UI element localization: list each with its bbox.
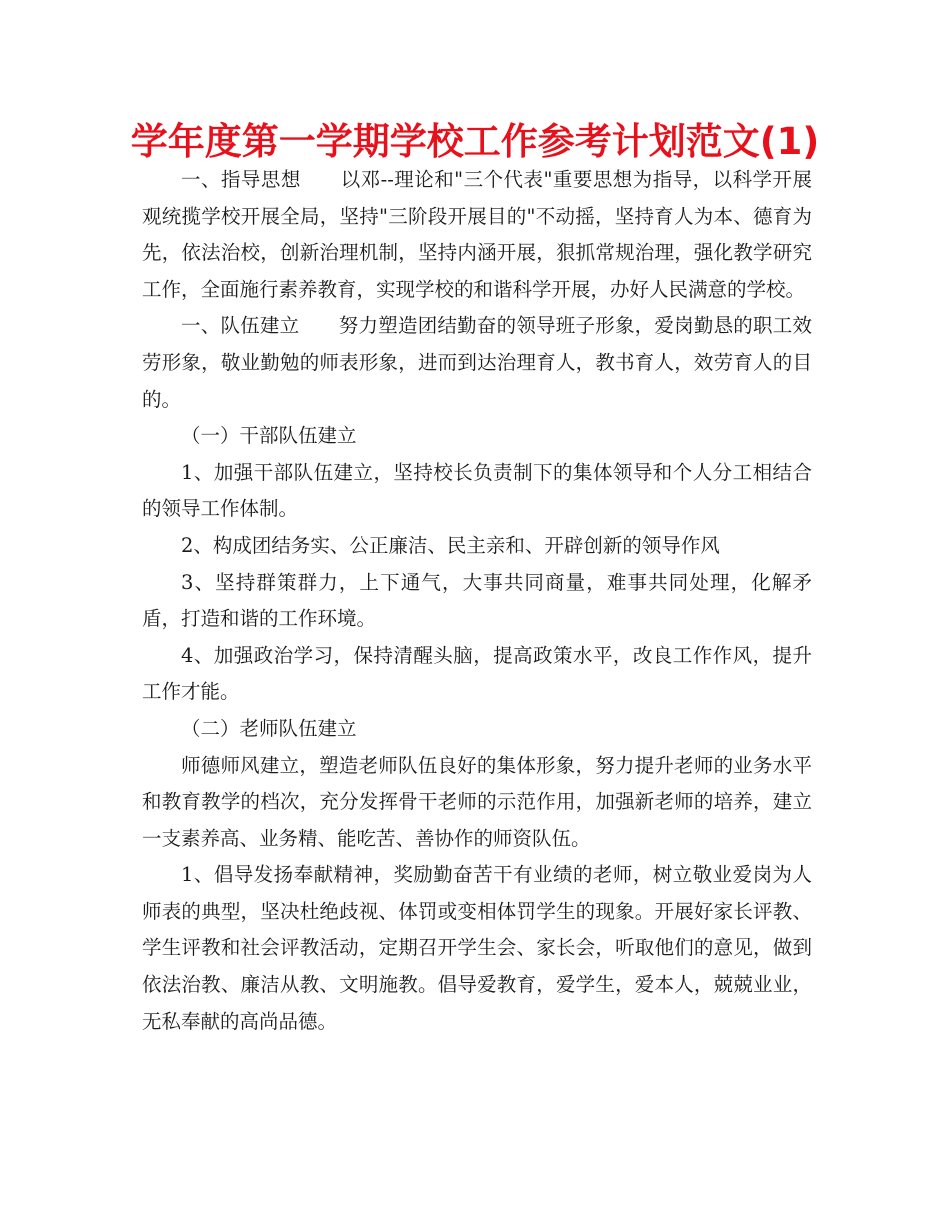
paragraph-cadre-item-4: 4、加强政治学习，保持清醒头脑，提高政策水平，改良工作作风，提升工作才能。 [142, 643, 812, 704]
paragraph-cadre-item-3: 3、坚持群策群力，上下通气，大事共同商量，难事共同处理，化解矛盾，打造和谐的工作环境。 [142, 570, 812, 631]
document-body [142, 162, 812, 1040]
paragraph-cadre-item-1: 1、加强干部队伍建立，坚持校长负责制下的集体领导和个人分工相结合的领导工作体制。 [142, 460, 812, 521]
paragraph-guiding-ideology: 一、指导思想 以邓--理论和"三个代表"重要思想为指导，以科学开展观统揽学校开展全局，坚持"三阶段开展目的"不动摇，坚持育人为本、德育为先，依法治校，创新治理机制，坚持内涵开展，狠抓常规治理，强化教学研究工作，全面施行素养教育，实现学校的和谐科学开展，办好人民满意的学校。 [142, 168, 812, 301]
document-title: 学年度第一学期学校工作参考计划范文(1) [130, 120, 820, 163]
heading-cadre-team: （一）干部队伍建立 [181, 424, 357, 448]
heading-teacher-team: （二）老师队伍建立 [181, 716, 357, 740]
paragraph-teacher-ethics: 师德师风建立，塑造老师队伍良好的集体形象，努力提升老师的业务水平和教育教学的档次，充分发挥骨干老师的示范作用，加强新老师的培养，建立一支素养高、业务精、能吃苦、善协作的师资队伍。 [142, 753, 812, 850]
paragraph-cadre-item-2: 2、构成团结务实、公正廉洁、民主亲和、开辟创新的领导作风 [181, 533, 720, 557]
paragraph-teacher-item-1: 1、倡导发扬奉献精神，奖励勤奋苦干有业绩的老师，树立敬业爱岗为人师表的典型，坚决杜绝歧视、体罚或变相体罚学生的现象。开展好家长评教、学生评教和社会评教活动，定期召开学生会、家长会，听取他们的意见，做到依法治教、廉洁从教、文明施教。倡导爱教育，爱学生，爱本人，兢兢业业，无私奉献的高尚品德。 [142, 863, 812, 1033]
paragraph-team-building: 一、队伍建立 努力塑造团结勤奋的领导班子形象，爱岗勤恳的职工效劳形象，敬业勤勉的师表形象，进而到达治理育人，教书育人，效劳育人的目的。 [142, 314, 812, 411]
